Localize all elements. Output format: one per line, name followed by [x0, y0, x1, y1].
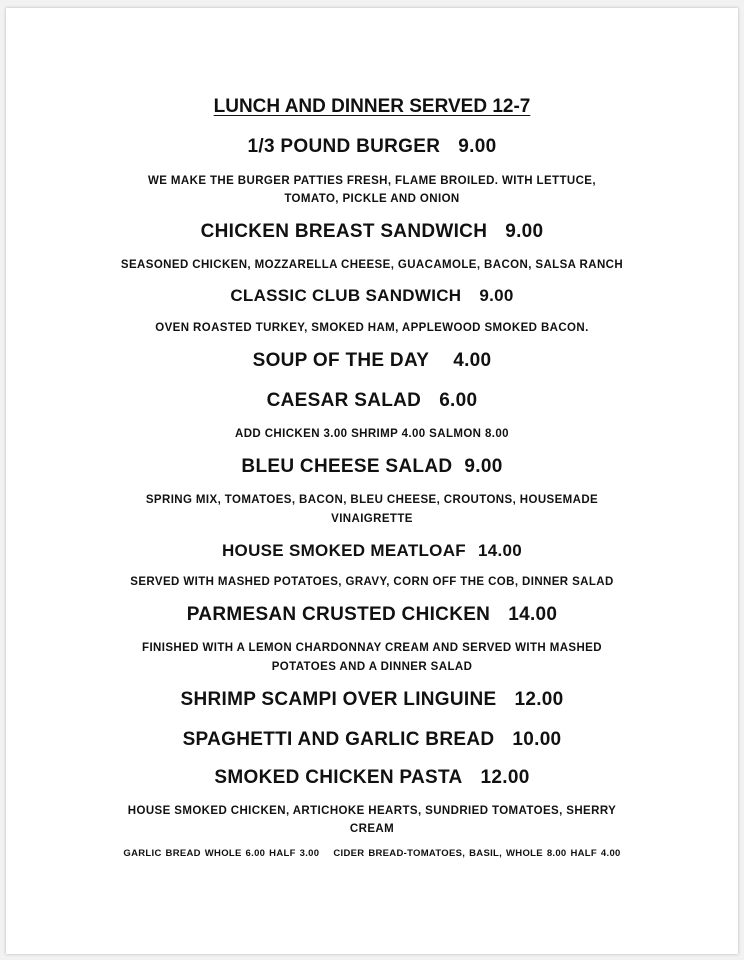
- menu-item-parmesan-chicken: [0, 604, 744, 626]
- item-name: BLEU CHEESE SALAD: [241, 456, 453, 477]
- item-description: SERVED WITH MASHED POTATOES, GRAVY, CORN OFF THE COB, DINNER SALAD: [130, 576, 614, 588]
- garlic-bread-pricing: GARLIC BREAD WHOLE 6.00 HALF 3.00: [123, 848, 320, 859]
- menu-item-meatloaf: [0, 541, 744, 561]
- menu-item-smoked-chicken-pasta: [0, 767, 744, 789]
- item-price: 12.00: [480, 767, 530, 788]
- menu-item-classic-club: [0, 286, 744, 306]
- item-price: 10.00: [512, 729, 562, 750]
- item-description: ADD CHICKEN 3.00 SHRIMP 4.00 SALMON 8.00: [235, 428, 509, 440]
- item-description: CREAM: [349, 823, 395, 835]
- item-name: 1/3 POUND BURGER: [247, 136, 441, 157]
- menu-heading: LUNCH AND DINNER SERVED 12-7: [213, 96, 531, 117]
- item-description: FINISHED WITH A LEMON CHARDONNAY CREAM AND SERVED WITH MASHED: [142, 642, 602, 654]
- item-description: VINAIGRETTE: [331, 513, 413, 525]
- item-description: HOUSE SMOKED CHICKEN, ARTICHOKE HEARTS, SUNDRIED TOMATOES, SHERRY: [127, 805, 617, 817]
- item-price: 12.00: [514, 689, 564, 710]
- menu-item-shrimp-scampi: [0, 689, 744, 711]
- item-description: TOMATO, PICKLE AND ONION: [284, 193, 460, 205]
- item-name: SHRIMP SCAMPI OVER LINGUINE: [180, 689, 497, 710]
- item-price: 14.00: [508, 604, 558, 625]
- item-price: 9.00: [464, 456, 503, 477]
- menu-item-burger: [0, 136, 744, 158]
- menu-item-caesar-salad: [0, 390, 744, 412]
- menu-footer: [0, 848, 744, 859]
- item-name: SOUP OF THE DAY: [252, 350, 430, 371]
- item-price: 6.00: [439, 390, 478, 411]
- item-price: 9.00: [458, 136, 497, 157]
- item-name: CLASSIC CLUB SANDWICH: [230, 286, 462, 305]
- item-price: 14.00: [477, 541, 523, 560]
- item-price: 4.00: [453, 350, 492, 371]
- item-description: POTATOES AND A DINNER SALAD: [271, 661, 473, 673]
- item-name: PARMESAN CRUSTED CHICKEN: [186, 604, 491, 625]
- item-description: SPRING MIX, TOMATOES, BACON, BLEU CHEESE, CROUTONS, HOUSEMADE: [145, 494, 599, 506]
- menu-item-bleu-cheese-salad: [0, 456, 744, 478]
- menu-item-soup: [0, 350, 744, 372]
- item-name: SMOKED CHICKEN PASTA: [214, 767, 463, 788]
- menu-item-spaghetti: [0, 729, 744, 751]
- cider-bread-pricing: CIDER BREAD-TOMATOES, BASIL, WHOLE 8.00 HALF 4.00: [333, 848, 621, 859]
- item-name: HOUSE SMOKED MEATLOAF: [221, 541, 466, 560]
- item-name: CHICKEN BREAST SANDWICH: [200, 221, 488, 242]
- item-name: SPAGHETTI AND GARLIC BREAD: [182, 729, 495, 750]
- menu-item-chicken-breast-sandwich: [0, 221, 744, 243]
- item-price: 9.00: [479, 286, 514, 305]
- item-description: OVEN ROASTED TURKEY, SMOKED HAM, APPLEWOOD SMOKED BACON.: [155, 322, 589, 334]
- item-price: 9.00: [505, 221, 544, 242]
- item-name: CAESAR SALAD: [266, 390, 422, 411]
- item-description: WE MAKE THE BURGER PATTIES FRESH, FLAME BROILED. WITH LETTUCE,: [148, 175, 596, 187]
- item-description: SEASONED CHICKEN, MOZZARELLA CHEESE, GUACAMOLE, BACON, SALSA RANCH: [120, 259, 624, 271]
